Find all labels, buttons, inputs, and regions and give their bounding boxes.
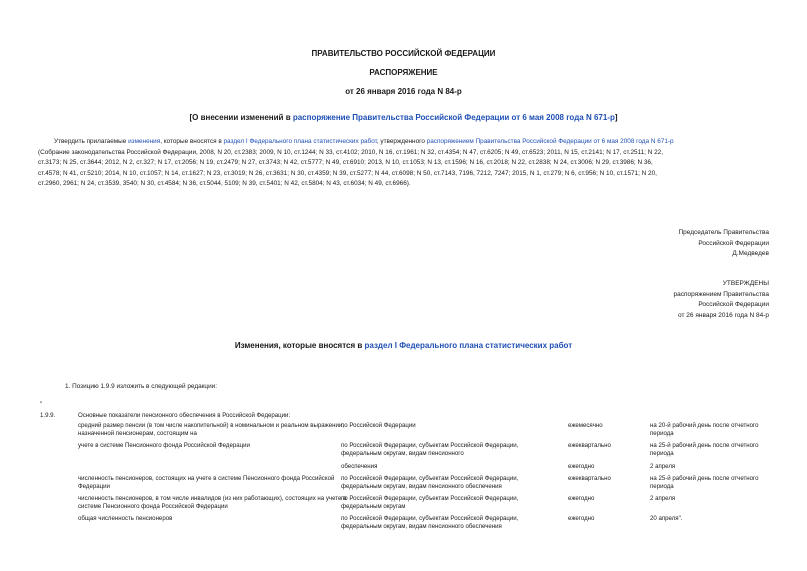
table-row-0-indicator: средний размер пенсии (в том числе накопительной) в номинальном и реальном выражении, назначенной пенсионерам, состоящим на xyxy=(78,422,344,437)
table-row-5-deadline: 20 апреля". xyxy=(650,515,683,522)
table-row-4-deadline: 2 апреля xyxy=(650,495,676,502)
table-row-3-deadline: на 25-й рабочий день после отчетного периода xyxy=(650,475,759,490)
table-row-2-scope: обеспечения xyxy=(341,463,378,470)
table-row-2-deadline: 2 апреля xyxy=(650,463,676,470)
table-row-4-indicator: численность пенсионеров, в том числе инвалидов (из них работающих), состоящих на учете в системе Пенсионного фонда Российской Федерации xyxy=(78,495,347,510)
table-row-3-indicator: численность пенсионеров, состоящих на учете в системе Пенсионного фонда Российской Федерации xyxy=(78,475,335,490)
document-type: РАСПОРЯЖЕНИЕ xyxy=(369,68,438,77)
table-row-1-indicator: учете в системе Пенсионного фонда Российской Федерации xyxy=(78,442,250,449)
document-title xyxy=(0,112,807,123)
government-name: ПРАВИТЕЛЬСТВО РОССИЙСКОЙ ФЕДЕРАЦИИ xyxy=(311,49,496,58)
changes-title-link[interactable]: раздел I Федерального плана статистических работ xyxy=(364,341,573,350)
approved-line-1: УТВЕРЖДЕНЫ xyxy=(722,280,769,287)
title-suffix: ] xyxy=(614,113,618,122)
table-row-5-scope: по Российской Федерации, субъектам Российской Федерации, федеральным округам, видам пенсионного обеспечения xyxy=(341,515,519,530)
body-text-a: Утвердить прилагаемые xyxy=(54,138,129,145)
title-link[interactable]: распоряжение Правительства Российской Федерации от 6 мая 2008 года N 671-р xyxy=(292,113,615,122)
signature-line-3: Д.Медведев xyxy=(732,250,769,258)
body-text-b: , которые вносятся в xyxy=(160,138,224,145)
signature-line-1: Председатель Правительства xyxy=(678,229,769,236)
table-row-3-scope: по Российской Федерации, субъектам Российской Федерации, федеральным округам, видам пенсионного обеспечения xyxy=(341,475,519,490)
signature-line-2: Российской Федерации xyxy=(698,239,769,247)
table-row-0-scope: по Российской Федерации xyxy=(341,422,416,429)
body-line-4: ст.4578; N 41, ст.5210; 2014, N 10, ст.1057; N 14, ст.1627; N 23, ст.3019; N 26, ст.3631; N 30, ст.4359; N 39, ст.5277; N 44, ст.6098; N 50, ст.7143, 7196, 7212, 7247; 2015, N 1, ст.279; N 6, ст.956; N 10, ст.1571; N 20, xyxy=(38,169,657,177)
body-paragraph xyxy=(38,137,773,190)
table-row-1-scope: по Российской Федерации, субъектам Российской Федерации, федеральным округам, видам пенсионного xyxy=(341,442,519,457)
table-row-4-frequency: ежегодно xyxy=(568,495,595,502)
changes-title-prefix: Изменения, которые вносятся в xyxy=(234,341,365,350)
table-row-5-frequency: ежегодно xyxy=(568,515,595,522)
body-line-2: (Собрание законодательства Российской Федерации, 2008, N 20, ст.2383; 2009, N 10, ст.1244; N 33, ст.4102; 2010, N 16, ст.1961; N 32, ст.4354; N 47, ст.6205; N 49, ст.6523; 2011, N 15, ст.2141; N 17, ст.2511; N 22, xyxy=(38,148,664,156)
positions-table xyxy=(38,412,773,562)
table-row-0-deadline: на 20-й рабочий день после отчетного периода xyxy=(650,422,759,437)
table-row-1-deadline: на 25-й рабочий день после отчетного периода xyxy=(650,442,759,457)
table-row-1-frequency: ежеквартально xyxy=(568,442,611,449)
table-row-3-frequency: ежеквартально xyxy=(568,475,611,482)
body-text-c: , утвержденного xyxy=(376,138,427,145)
approved-block xyxy=(549,279,769,322)
signature-block xyxy=(549,228,769,260)
changes-link[interactable]: изменения xyxy=(128,138,161,145)
table-heading: Основные показатели пенсионного обеспечения в Российской Федерации: xyxy=(78,412,291,419)
approved-line-3: Российской Федерации xyxy=(698,301,769,309)
quote-mark: " xyxy=(40,401,43,408)
approved-line-4: от 26 января 2016 года N 84-р xyxy=(678,312,769,320)
plan-section-link[interactable]: раздел I Федерального плана статистических работ xyxy=(223,138,377,145)
table-row-5-indicator: общая численность пенсионеров xyxy=(78,515,173,522)
table-row-4-scope: по Российской Федерации, субъектам Российской Федерации, федеральным округам xyxy=(341,495,519,510)
body-line-5: ст.2960, 2961; N 24, ст.3539, 3540; N 30, ст.4584; N 36, ст.5044, 5109; N 39, ст.5401; N 42, ст.5804; N 43, ст.6034; N 49, ст.6966). xyxy=(38,180,411,188)
table-position-number: 1.9.9. xyxy=(40,412,56,419)
document-date: от 26 января 2016 года N 84-р xyxy=(345,87,462,96)
item-1: 1. Позицию 1.9.9 изложить в следующей редакции: xyxy=(65,383,217,390)
approved-line-2: распоряжением Правительства xyxy=(673,290,769,298)
body-line-3: ст.3173; N 25, ст.3644; 2012, N 2, ст.327; N 17, ст.2056; N 19, ст.2479; N 27, ст.3743; N 42, ст.5777; N 49, ст.6910; 2013, N 10, ст.1053; N 13, ст.1596; N 16, ст.2018; N 22, ст.2838; N 24, ст.3006; N 29, ст.3986; N 36, xyxy=(38,159,653,167)
changes-title xyxy=(0,340,807,351)
table-row-2-frequency: ежегодно xyxy=(568,463,595,470)
title-prefix: [О внесении изменений в xyxy=(189,113,293,122)
order-link[interactable]: распоряжением Правительства Российской Федерации от 6 мая 2008 года N 671-р xyxy=(426,138,674,145)
table-row-0-frequency: ежемесячно xyxy=(568,422,603,429)
body-line-1 xyxy=(38,137,773,148)
